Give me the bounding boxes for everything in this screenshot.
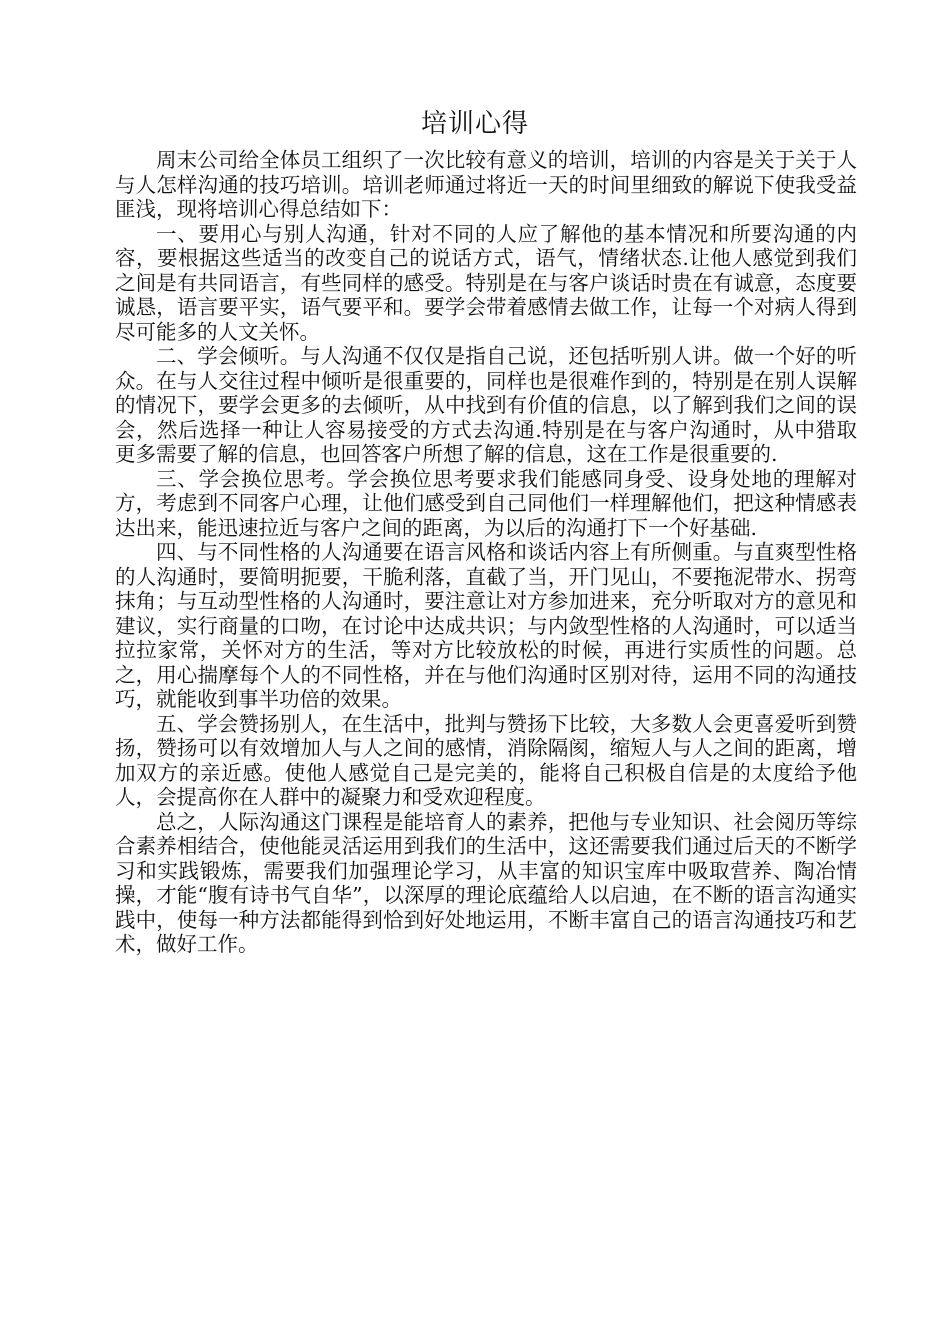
paragraph-point-1: 一、要用心与别人沟通，针对不同的人应了解他的基本情况和所要沟通的内容，要根据这些适当的改变自己的说话方式，语气，情绪状态.让他人感觉到我们之间是有共同语言，有些同样的感受。特别是在与客户谈话时贵在有诚意，态度要诚恳，语言要平实，语气要平和。要学会带着感情去做工作，让每一个对病人得到尽可能多的人文关怀。 <box>115 221 857 344</box>
paragraph-point-5: 五、学会赞扬别人，在生活中，批判与赞扬下比较，大多数人会更喜爱听到赞扬，赞扬可以有效增加人与人之间的感情，消除隔阂，缩短人与人之间的距离，增加双方的亲近感。使他人感觉自己是完美的，能将自己积极自信是的太度给予他人，会提高你在人群中的凝聚力和受欢迎程度。 <box>115 711 857 809</box>
paragraph-point-3: 三、学会换位思考。学会换位思考要求我们能感同身受、设身处地的理解对方，考虑到不同客户心理，让他们感受到自己同他们一样理解他们，把这种情感表达出来，能迅速拉近与客户之间的距离，为以后的沟通打下一个好基础. <box>115 466 857 540</box>
paragraph-point-4: 四、与不同性格的人沟通要在语言风格和谈话内容上有所侧重。与直爽型性格的人沟通时，要简明扼要，干脆利落，直截了当，开门见山，不要拖泥带水、拐弯抹角；与互动型性格的人沟通时，要注意让对方参加进来，充分听取对方的意见和建议，实行商量的口吻，在讨论中达成共识；与内敛型性格的人沟通时，可以适当拉拉家常，关怀对方的生活，等对方比较放松的时候，再进行实质性的问题。总之，用心揣摩每个人的不同性格，并在与他们沟通时区别对待，运用不同的沟通技巧，就能收到事半功倍的效果。 <box>115 540 857 711</box>
paragraph-point-2: 二、学会倾听。与人沟通不仅仅是指自己说，还包括听别人讲。做一个好的听众。在与人交往过程中倾听是很重要的，同样也是很难作到的，特别是在别人误解的情况下，要学会更多的去倾听，从中找到有价值的信息，以了解到我们之间的误会，然后选择一种让人容易接受的方式去沟通.特别是在与客户沟通时，从中猎取更多需要了解的信息，也回答客户所想了解的信息，这在工作是很重要的. <box>115 344 857 466</box>
document-title: 培训心得 <box>420 109 529 139</box>
paragraph-conclusion: 总之，人际沟通这门课程是能培育人的素养，把他与专业知识、社会阅历等综合素养相结合，使他能灵活运用到我们的生活中，这还需要我们通过后天的不断学习和实践锻炼，需要我们加强理论学习，从丰富的知识宝库中吸取营养、陶冶情操，才能“腹有诗书气自华”，以深厚的理论底蕴给人以启迪，在不断的语言沟通实践中，使每一种方法都能得到恰到好处地运用，不断丰富自己的语言沟通技巧和艺术，做好工作。 <box>115 809 857 956</box>
document-body <box>115 148 857 957</box>
paragraph-intro: 周末公司给全体员工组织了一次比较有意义的培训，培训的内容是关于关于人与人怎样沟通的技巧培训。培训老师通过将近一天的时间里细致的解说下使我受益匪浅，现将培训心得总结如下： <box>115 148 857 221</box>
